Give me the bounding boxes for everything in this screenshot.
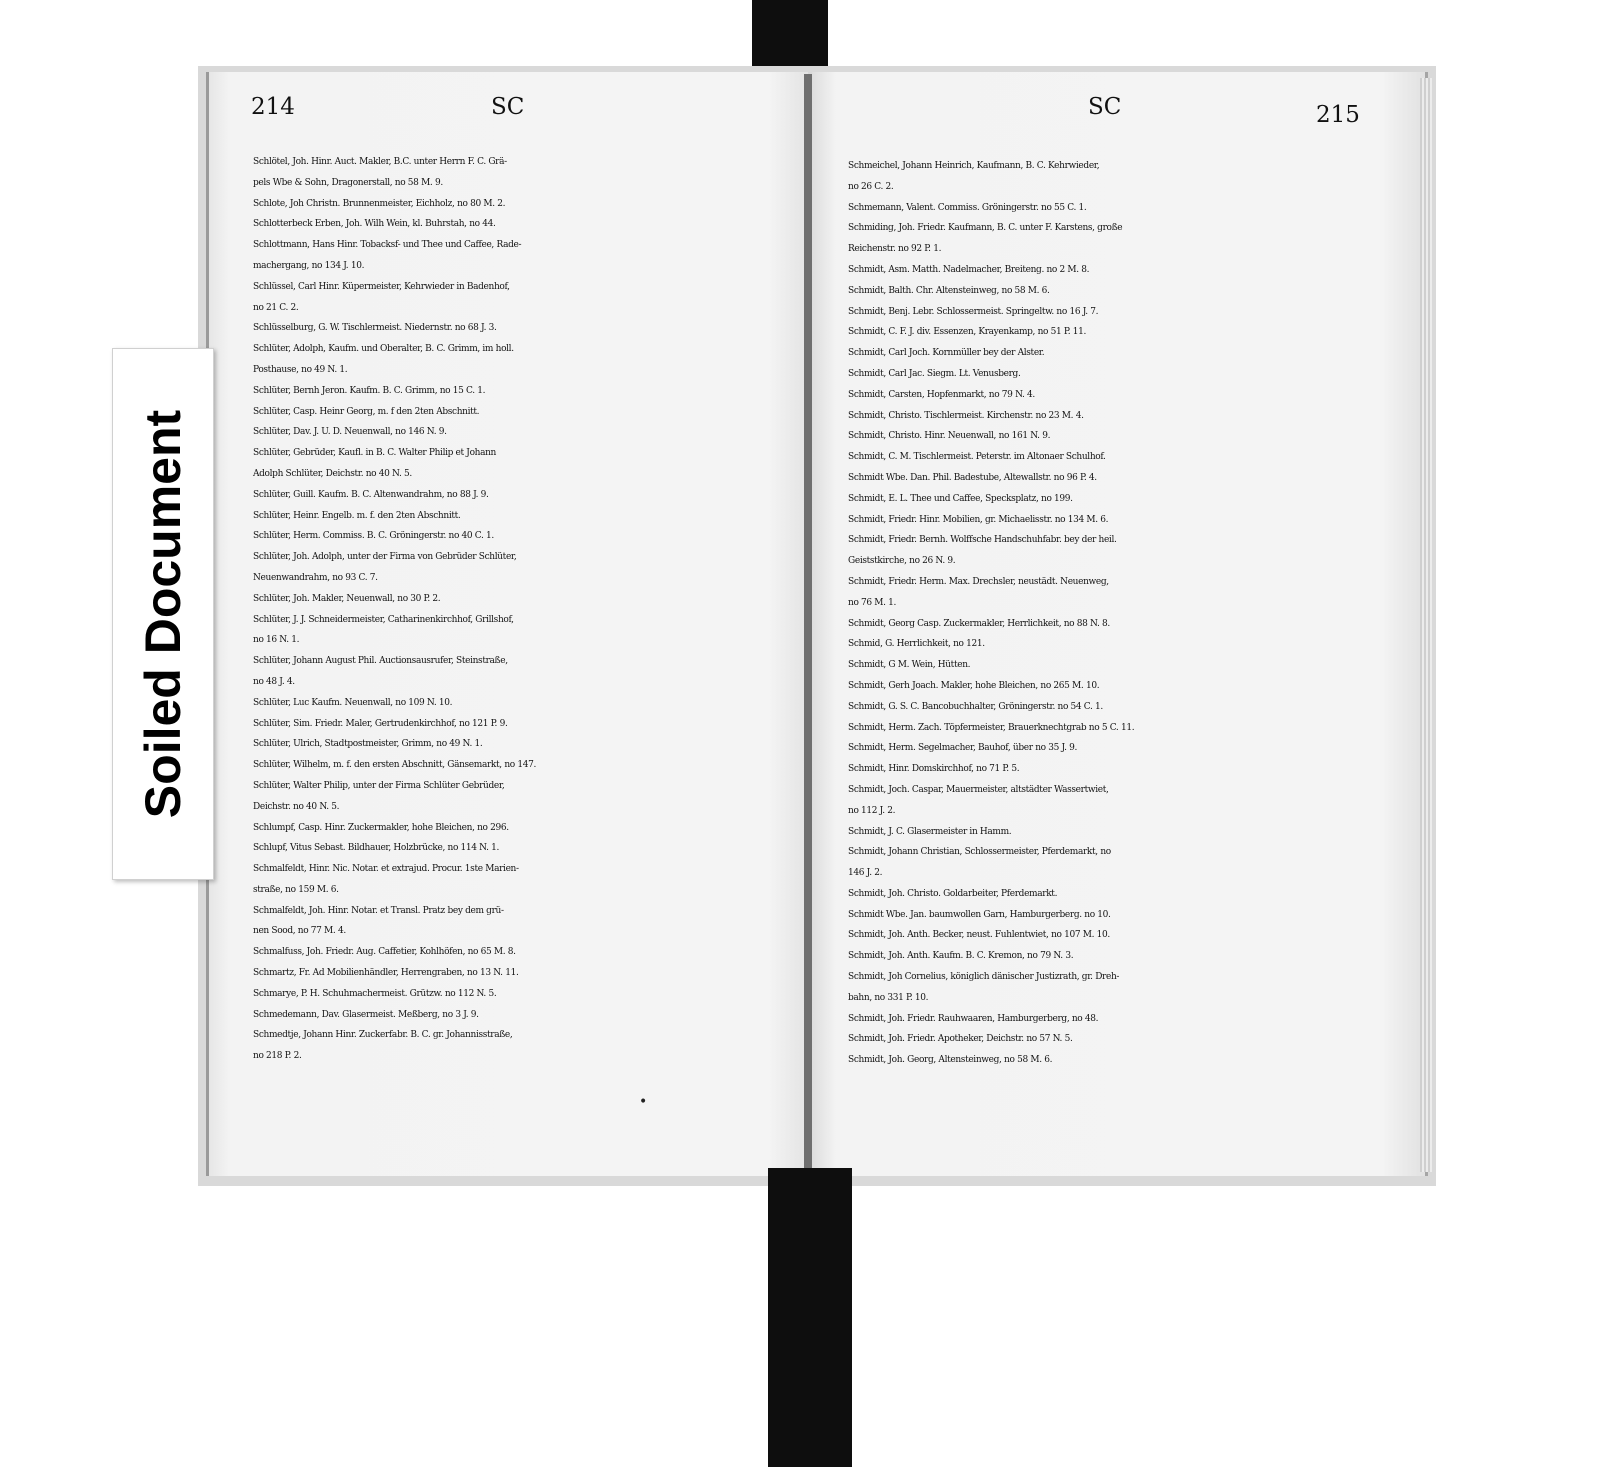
entry-line: Schlüter, Joh. Makler, Neuenwall, no 30 P. 2. [253,593,441,604]
entry-line: Schmedemann, Dav. Glasermeist. Meßberg, no 3 J. 9. [253,1009,479,1020]
entry-line: no 76 M. 1. [848,597,897,608]
entry-line: Schmidt, Joh. Friedr. Apotheker, Deichstr. no 57 N. 5. [848,1034,1073,1045]
entry-line: Schlüter, Herm. Commiss. B. C. Gröningerstr. no 40 C. 1. [253,531,494,542]
binding-strap-bottom [768,1168,852,1467]
entry-line: no 26 C. 2. [848,181,894,192]
entry-line: nen Sood, no 77 M. 4. [253,926,346,937]
entry-line: Adolph Schlüter, Deichstr. no 40 N. 5. [253,468,412,479]
entry-line: Schlüter, Adolph, Kaufm. und Oberalter, B. C. Grimm, im holl. [253,344,514,355]
entry-line: Schmartz, Fr. Ad Mobilienhändler, Herrengraben, no 13 N. 11. [253,968,519,979]
entry-line: 146 J. 2. [848,868,883,879]
entry-line: Schmidt, E. L. Thee und Caffee, Specksplatz, no 199. [848,493,1073,504]
entry-line: Schlüter, Wilhelm, m. f. den ersten Abschnitt, Gänsemarkt, no 147. [253,760,536,771]
entry-line: Schmidt, Friedr. Hinr. Mobilien, gr. Michaelisstr. no 134 M. 6. [848,514,1109,525]
page-edges [1420,78,1432,1172]
entry-line: Schmidt Wbe. Jan. baumwollen Garn, Hamburgerberg. no 10. [848,909,1111,920]
entry-line: Schlote, Joh Christn. Brunnenmeister, Eichholz, no 80 M. 2. [253,198,506,209]
entry-line: Schmidt, Herm. Zach. Töpfermeister, Brauerknechtgrab no 5 C. 11. [848,722,1135,733]
entry-line: Schmidt, Friedr. Herm. Max. Drechsler, neustädt. Neuenweg, [848,576,1109,587]
left-page-number: 214 [251,94,295,120]
entry-line: Schmeichel, Johann Heinrich, Kaufmann, B. C. Kehrwieder, [848,161,1100,171]
entry-line: Schmidt, Joh. Anth. Kaufm. B. C. Kremon, no 79 N. 3. [848,951,1074,962]
entry-line: Schmidt, Asm. Matth. Nadelmacher, Breiteng. no 2 M. 8. [848,264,1090,275]
entry-line: Schmidt, Joh Cornelius, königlich dänischer Justizrath, gr. Dreh- [848,972,1120,983]
entry-line: Schmidt, Friedr. Bernh. Wolffsche Handschuhfabr. bey der heil. [848,535,1117,546]
entry-line: machergang, no 134 J. 10. [253,260,365,271]
entry-line: Schmidt, C. F. J. div. Essenzen, Krayenkamp, no 51 P. 11. [848,327,1087,338]
entry-line: no 21 C. 2. [253,302,299,313]
entry-line: Schmidt, Christo. Hinr. Neuenwall, no 161 N. 9. [848,431,1051,442]
entry-line: Schlüter, Joh. Adolph, unter der Firma von Gebrüder Schlüter, [253,552,517,563]
entry-line: Schmidt, Joh. Friedr. Rauhwaaren, Hamburgerberg, no 48. [848,1013,1099,1024]
entry-line: Schlüter, Ulrich, Stadtpostmeister, Grimm, no 49 N. 1. [253,739,483,750]
entry-line: Schmidt, Herm. Segelmacher, Bauhof, über no 35 J. 9. [848,743,1077,754]
entry-line: Schlüter, Gebrüder, Kaufl. in B. C. Walter Philip et Johann [253,448,496,459]
entry-line: Schmalfeldt, Hinr. Nic. Notar. et extrajud. Procur. 1ste Marien- [253,864,519,875]
entry-line: Schmidt, G. S. C. Bancobuchhalter, Gröningerstr. no 54 C. 1. [848,701,1103,712]
entry-line: Schlüter, Casp. Heinr Georg, m. f den 2ten Abschnitt. [253,406,480,417]
entry-line: Schlottmann, Hans Hinr. Tobacksf- und Thee und Caffee, Rade- [253,240,522,251]
left-page-header: SC [491,94,525,120]
soiled-document-label [112,348,214,880]
entry-line: Schlüter, Dav. J. U. D. Neuenwall, no 146 N. 9. [253,427,447,438]
entry-line: Schmidt, C. M. Tischlermeist. Peterstr. im Altonaer Schulhof. [848,452,1106,463]
entry-line: Schmidt, Joh. Georg, Altensteinweg, no 58 M. 6. [848,1055,1053,1066]
entry-line: Schmidt, Christo. Tischlermeist. Kirchenstr. no 23 M. 4. [848,410,1084,421]
entry-line: no 218 P. 2. [253,1051,302,1062]
entry-line: Schmemann, Valent. Commiss. Gröningerstr. no 55 C. 1. [848,202,1087,213]
entry-line: Posthause, no 49 N. 1. [253,364,348,375]
entry-line: Schlüter, J. J. Schneidermeister, Catharinenkirchhof, Grillshof, [253,614,514,625]
entry-line: no 48 J. 4. [253,676,295,687]
entry-line: Neuenwandrahm, no 93 C. 7. [253,572,378,583]
entry-line: Schmidt, Johann Christian, Schlossermeister, Pferdemarkt, no [848,847,1111,858]
entry-line: Schmedtje, Johann Hinr. Zuckerfabr. B. C. gr. Johannisstraße, [253,1030,513,1041]
entry-line: Deichstr. no 40 N. 5. [253,801,340,812]
entry-line: Schmidt Wbe. Dan. Phil. Badestube, Altewallstr. no 96 P. 4. [848,472,1097,483]
entry-line: Schlüsselburg, G. W. Tischlermeist. Niedernstr. no 68 J. 3. [253,323,497,334]
left-page [206,72,808,1176]
entry-line: Geiststkirche, no 26 N. 9. [848,556,956,567]
entry-line: Schlüter, Walter Philip, unter der Firma Schlüter Gebrüder, [253,780,505,791]
entry-line: no 112 J. 2. [848,805,896,816]
entry-line: Schlötel, Joh. Hinr. Auct. Makler, B.C. unter Herrn F. C. Grä- [253,157,507,167]
entry-line: Schmidt, J. C. Glasermeister in Hamm. [848,826,1012,837]
entry-line: Schlupf, Vitus Sebast. Bildhauer, Holzbrücke, no 114 N. 1. [253,843,500,854]
entry-line: straße, no 159 M. 6. [253,884,339,895]
entry-line: Schmidt, Joh. Anth. Becker, neust. Fuhlentwiet, no 107 M. 10. [848,930,1110,941]
entry-line: Schlüter, Bernh Jeron. Kaufm. B. C. Grimm, no 15 C. 1. [253,385,486,396]
left-entry-list [253,152,808,1067]
entry-line: Schmidt, Carl Joch. Kornmüller bey der Alster. [848,348,1045,359]
entry-line: Reichenstr. no 92 P. 1. [848,244,942,255]
right-page-header: SC [1088,94,1122,120]
entry-line: Schmalfeldt, Joh. Hinr. Notar. et Transl. Pratz bey dem grü- [253,905,504,916]
entry-line: Schmidt, Joch. Caspar, Mauermeister, altstädter Wassertwiet, [848,784,1109,795]
entry-line: Schmid, G. Herrlichkeit, no 121. [848,639,985,650]
entry-line: Schmidt, Balth. Chr. Altensteinweg, no 58 M. 6. [848,285,1050,296]
right-page-number: 215 [1316,102,1360,128]
entry-line: Schlüter, Guill. Kaufm. B. C. Altenwandrahm, no 88 J. 9. [253,489,489,500]
entry-line: Schmidt, Hinr. Domskirchhof, no 71 P. 5. [848,764,1020,775]
entry-line: pels Wbe & Sohn, Dragonerstall, no 58 M. 9. [253,177,443,188]
label-text: Soiled Document [135,409,191,819]
entry-line: bahn, no 331 P. 10. [848,992,929,1003]
entry-line: Schmidt, G M. Wein, Hütten. [848,660,971,671]
entry-line: Schmidt, Carl Jac. Siegm. Lt. Venusberg. [848,368,1021,379]
entry-line: Schlotterbeck Erben, Joh. Wilh Wein, kl. Buhrstah, no 44. [253,219,496,230]
entry-line: Schlüter, Heinr. Engelb. m. f. den 2ten Abschnitt. [253,510,461,521]
entry-line: Schmarye, P. H. Schuhmachermeist. Grützw. no 112 N. 5. [253,988,497,999]
entry-line: Schmidt, Carsten, Hopfenmarkt, no 79 N. 4. [848,389,1035,400]
right-page [812,72,1428,1176]
entry-line: Schmidt, Georg Casp. Zuckermakler, Herrlichkeit, no 88 N. 8. [848,618,1110,629]
entry-line: Schlumpf, Casp. Hinr. Zuckermakler, hohe Bleichen, no 296. [253,822,509,833]
entry-line: no 16 N. 1. [253,635,300,646]
entry-line: Schlüter, Luc Kaufm. Neuenwall, no 109 N. 10. [253,697,453,708]
right-entry-list [848,156,1424,1071]
entry-line: Schmalfuss, Joh. Friedr. Aug. Caffetier, Kohlhöfen, no 65 M. 8. [253,947,516,958]
entry-line: Schmidt, Joh. Christo. Goldarbeiter, Pferdemarkt. [848,888,1058,899]
entry-line: Schmidt, Benj. Lebr. Schlossermeist. Springeltw. no 16 J. 7. [848,306,1099,317]
entry-line: Schmidt, Gerh Joach. Makler, hohe Bleichen, no 265 M. 10. [848,680,1100,691]
entry-line: Schlüter, Sim. Friedr. Maler, Gertrudenkirchhof, no 121 P. 9. [253,718,508,729]
entry-line: Schlüssel, Carl Hinr. Küpermeister, Kehrwieder in Badenhof, [253,281,510,292]
entry-line: Schmiding, Joh. Friedr. Kaufmann, B. C. unter F. Karstens, große [848,223,1123,234]
ink-speck: • [639,1094,648,1110]
entry-line: Schlüter, Johann August Phil. Auctionsausrufer, Steinstraße, [253,656,508,667]
